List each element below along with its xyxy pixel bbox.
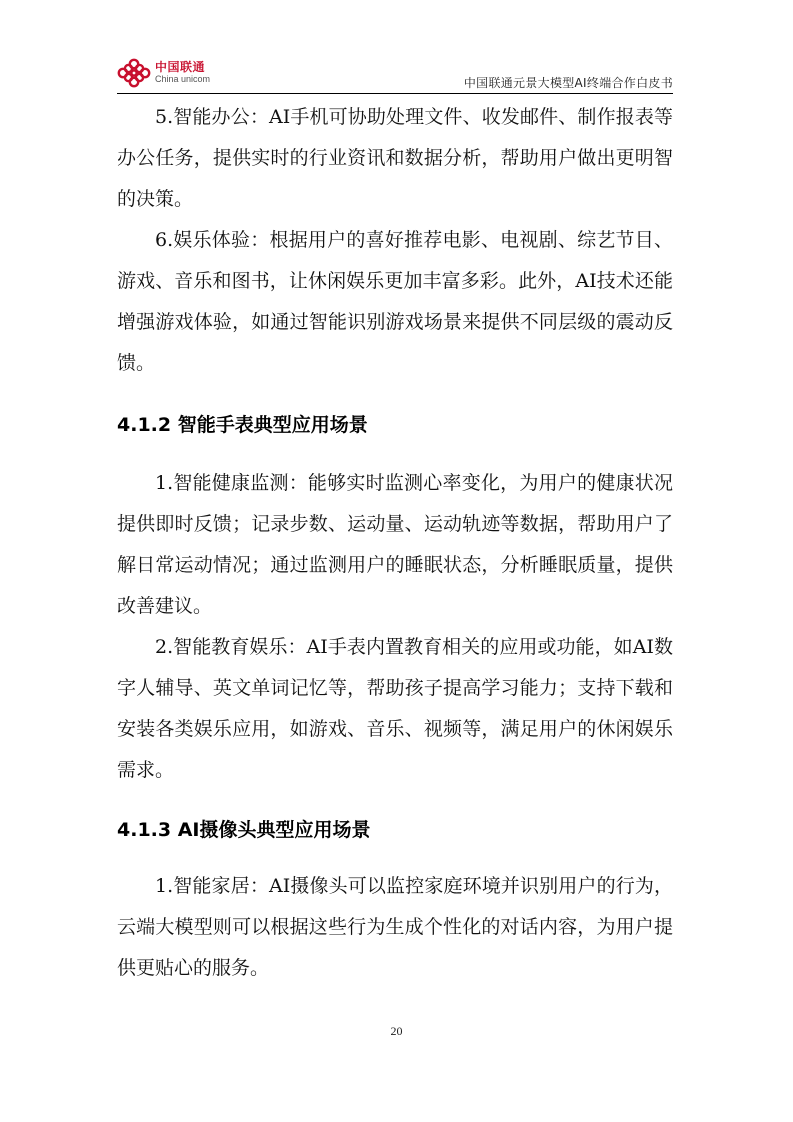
paragraph-smart-office: 5.智能办公：AI手机可协助处理文件、收发邮件、制作报表等办公任务，提供实时的行业资讯和数据分析，帮助用户做出更明智的决策。 — [117, 106, 673, 210]
header-document-title: 中国联通元景大模型AI终端合作白皮书 — [463, 76, 673, 90]
page-body — [117, 97, 673, 989]
section-heading-smartwatch: 4.1.2 智能手表典型应用场景 — [117, 414, 368, 436]
paragraph-health-monitoring: 1.智能健康监测：能够实时监测心率变化，为用户的健康状况提供即时反馈；记录步数、运动量、运动轨迹等数据，帮助用户了解日常运动情况；通过监测用户的睡眠状态，分析睡眠质量，提供改善建议。 — [117, 472, 673, 617]
paragraph-smart-home: 1.智能家居：AI摄像头可以监控家庭环境并识别用户的行为，云端大模型则可以根据这些行为生成个性化的对话内容，为用户提供更贴心的服务。 — [117, 875, 673, 979]
paragraph-education-entertainment: 2.智能教育娱乐：AI手表内置教育相关的应用或功能，如AI数字人辅导、英文单词记忆等，帮助孩子提高学习能力；支持下载和安装各类娱乐应用，如游戏、音乐、视频等，满足用户的休闲娱乐需求。 — [117, 636, 673, 781]
page-number: 20 — [390, 1024, 403, 1038]
logo-chinese-text: 中国联通 — [155, 60, 206, 74]
page-header — [117, 46, 673, 96]
section-heading-ai-camera: 4.1.3 AI摄像头典型应用场景 — [117, 819, 371, 841]
paragraph-entertainment: 6.娱乐体验：根据用户的喜好推荐电影、电视剧、综艺节目、游戏、音乐和图书，让休闲娱乐更加丰富多彩。此外，AI技术还能增强游戏体验，如通过智能识别游戏场景来提供不同层级的震动反馈。 — [117, 229, 673, 374]
logo-english-text: China unicom — [155, 74, 211, 84]
china-unicom-knot-icon — [117, 58, 151, 88]
header-divider — [117, 93, 673, 94]
china-unicom-logo — [117, 56, 237, 90]
